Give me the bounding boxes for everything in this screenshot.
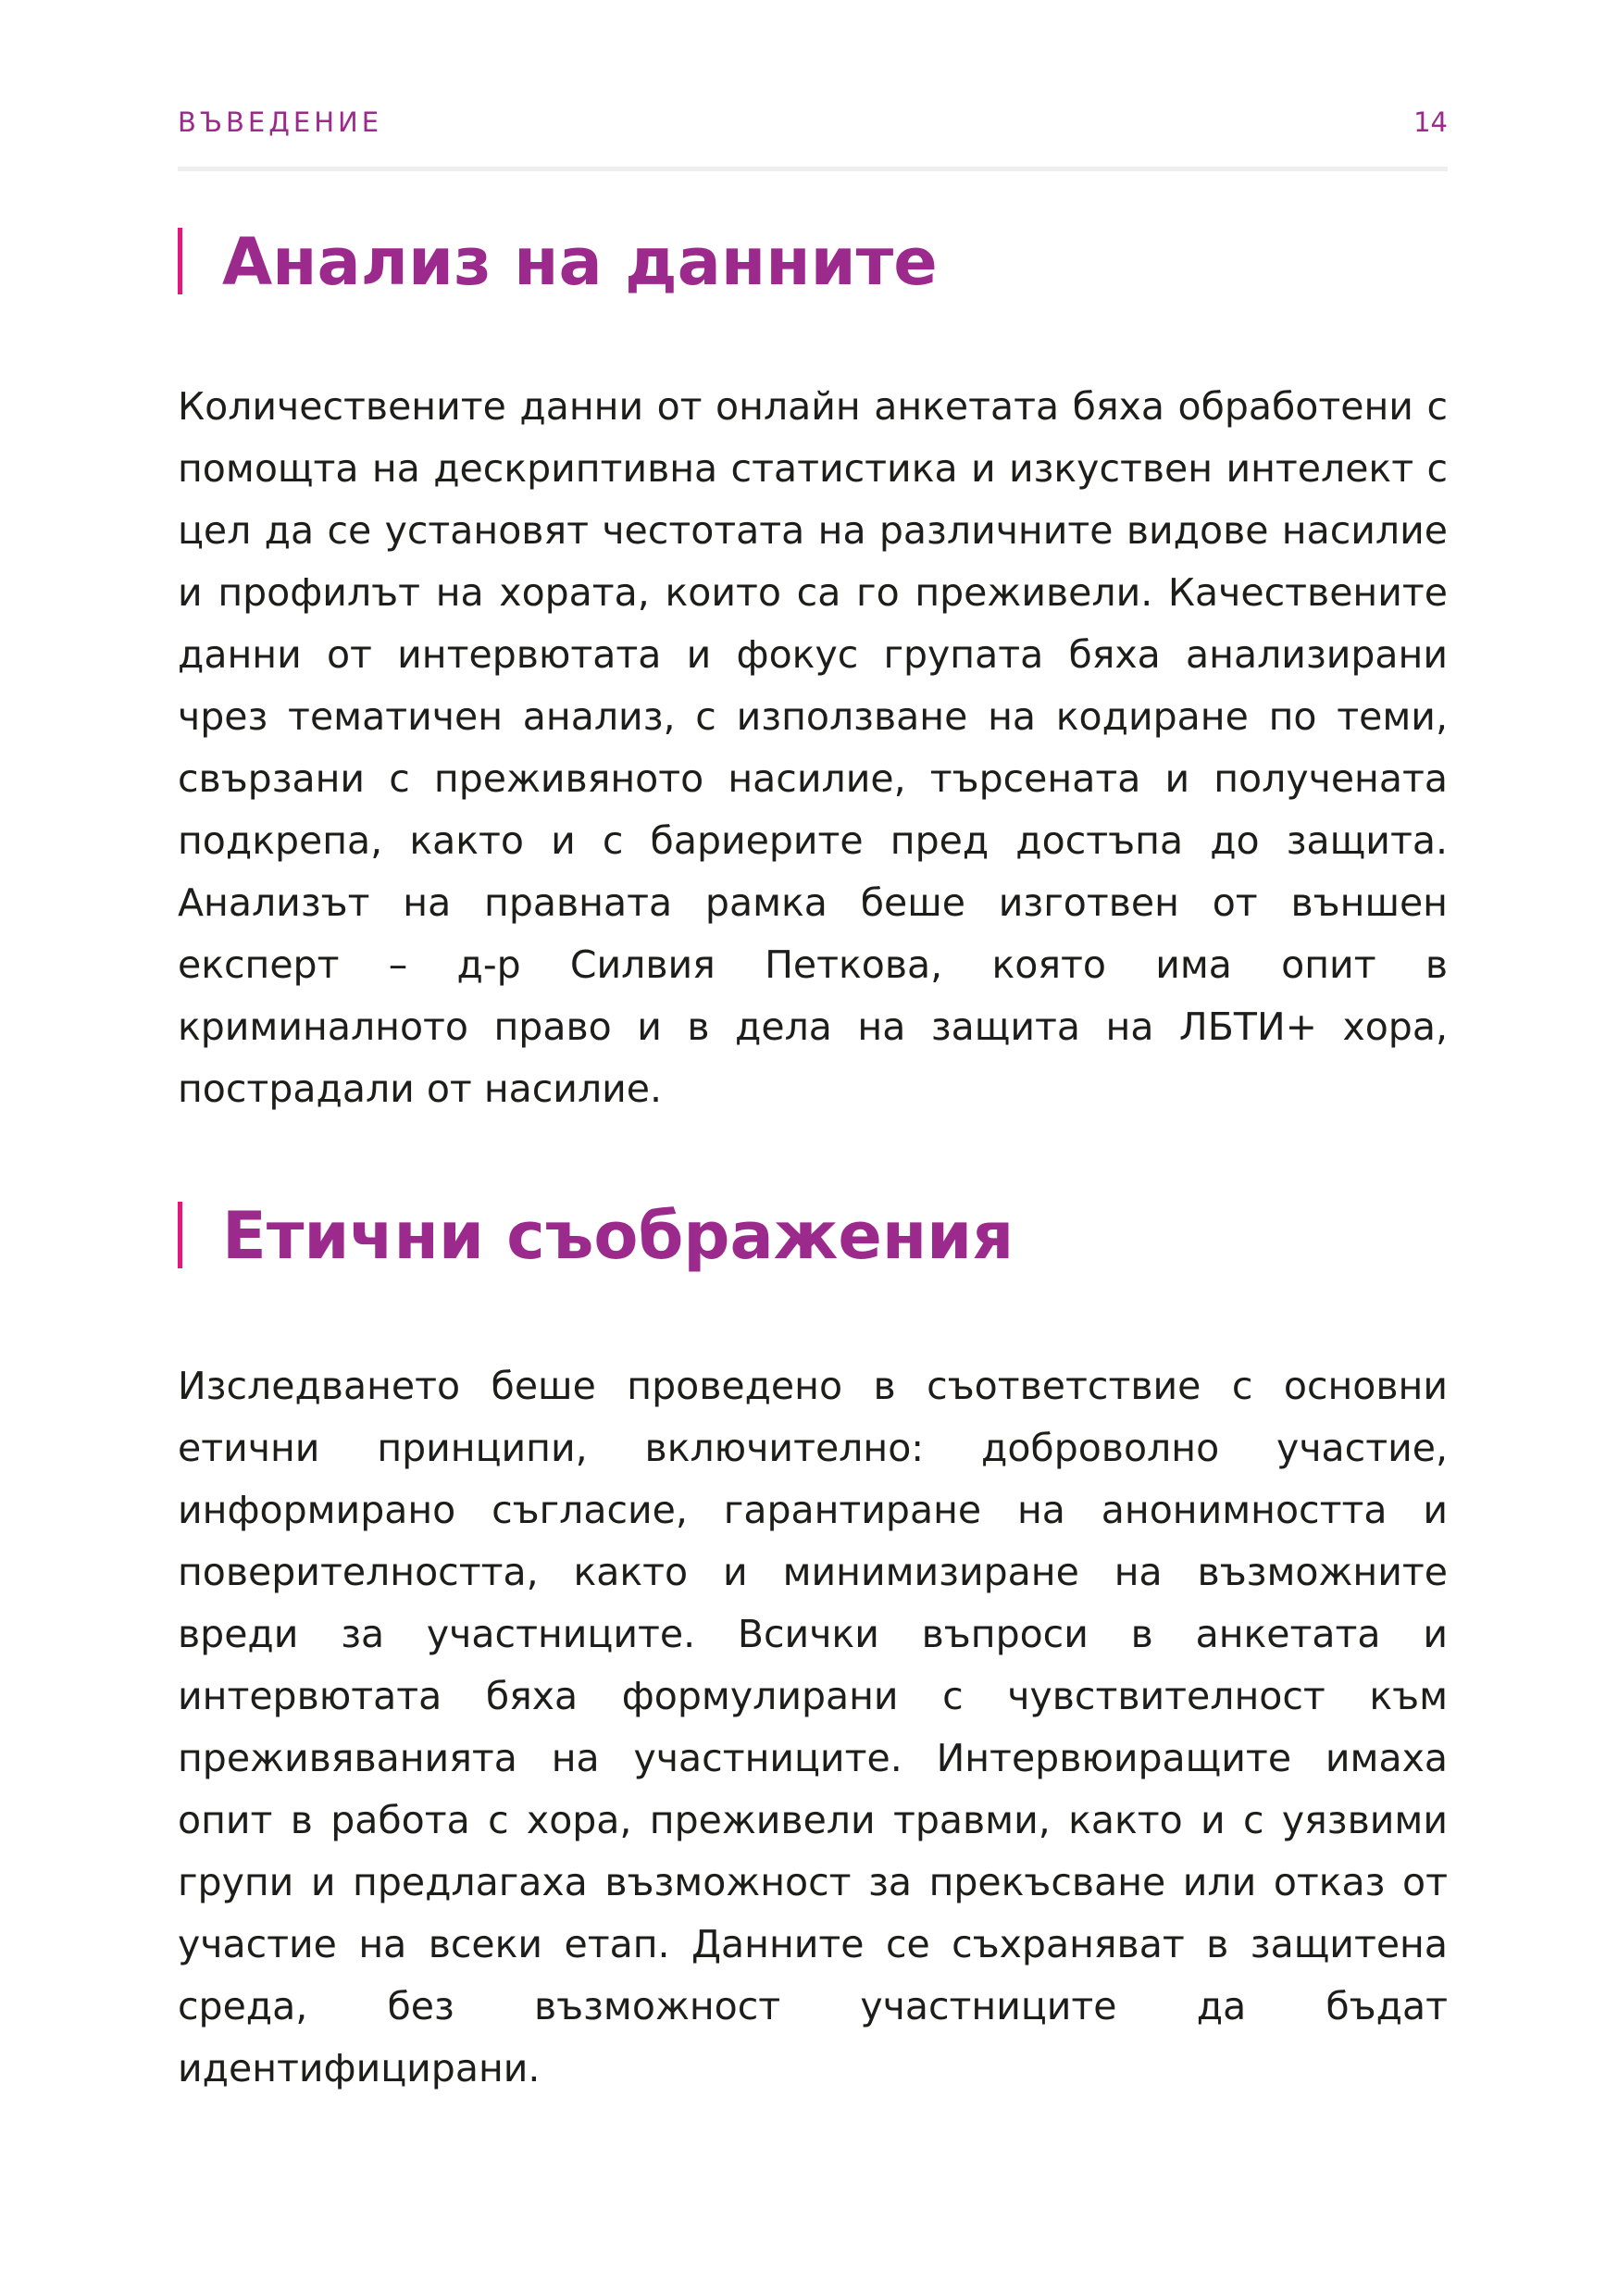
section-data-analysis bbox=[178, 220, 1448, 1120]
running-title: ВЪВЕДЕНИЕ bbox=[178, 106, 383, 138]
section-heading-row bbox=[178, 1194, 1448, 1278]
page-header bbox=[178, 104, 1448, 141]
heading-accent-bar bbox=[178, 228, 182, 294]
page-number: 14 bbox=[1413, 106, 1448, 138]
section-paragraph: Количествените данни от онлайн анкетата бяха обработени с помощта на дескриптивна статистика и изкуствен интелект с цел да се установят честотата на различните видове насилие и профилът на хората, които са го преживели. Качествените данни от интервютата и фокус групата бяха анализирани чрез тематичен анализ, с използване на кодиране по теми, свързани с преживяното насилие, търсената и получената подкрепа, както и с бариерите пред достъпа до защита. Анализът на правната рамка беше изготвен от външен експерт – д-р Силвия Петкова, която има опит в криминалното право и в дела на защита на ЛБТИ+ хора, пострадали от насилие. bbox=[178, 384, 1448, 1111]
section-paragraph: Изследването беше проведено в съответствие с основни етични принципи, включително: доброволно участие, информирано съгласие, гарантиране на анонимността и поверителността, както и минимизиране на възможните вреди за участниците. Всички въпроси в анкетата и интервютата бяха формулирани с чувствителност към преживяванията на участниците. Интервюиращите имаха опит в работа с хора, преживели травми, както и с уязвими групи и предлагаха възможност за прекъсване или отказ от участие на всеки етап. Данните се съхраняват в защитена среда, без възможност участниците да бъдат идентифицирани. bbox=[178, 1364, 1448, 2090]
section-heading: Анализ на данните bbox=[222, 224, 938, 300]
heading-accent-bar bbox=[178, 1202, 182, 1268]
section-heading-row bbox=[178, 220, 1448, 304]
section-heading: Етични съображения bbox=[222, 1198, 1014, 1274]
header-divider bbox=[178, 167, 1448, 171]
section-ethical-considerations bbox=[178, 1194, 1448, 2100]
